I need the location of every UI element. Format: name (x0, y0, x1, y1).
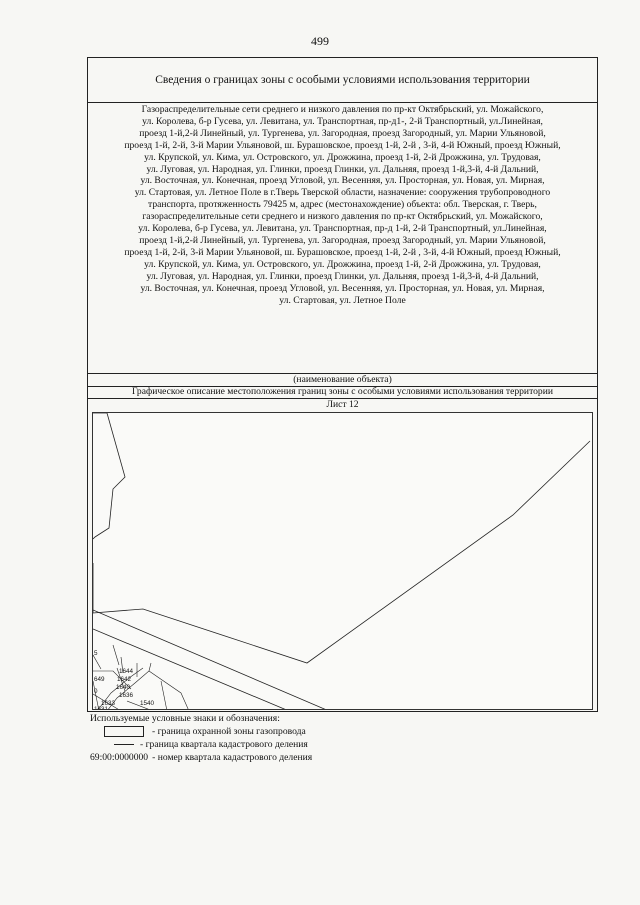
cadastral-quarter-boundary (93, 413, 125, 539)
parcel-label: 1633 (101, 700, 116, 707)
quarter-boundary-swatch (114, 744, 134, 745)
sheet-label: Лист 12 (326, 399, 359, 410)
parcel-label: 1540 (140, 700, 155, 707)
map-drawing (93, 413, 593, 710)
cadastral-map (92, 412, 593, 710)
parcel-label: 1631 (94, 706, 109, 711)
zone-boundary-swatch (104, 726, 144, 737)
section-title: Сведения о границах зоны с особыми условиями использования территории (88, 58, 597, 103)
parcel-label: 1642 (117, 676, 132, 683)
legend-item (90, 738, 490, 751)
legend-code: 69:00:0000000 (90, 751, 149, 763)
document-frame (87, 57, 598, 712)
parcel-labels (94, 650, 155, 710)
legend-item (90, 725, 490, 738)
zone-boundary-line (93, 441, 590, 663)
legend-text: - граница квартала кадастрового деления (140, 738, 308, 750)
parcel-label: 0 (94, 688, 98, 695)
legend-text: - номер квартала кадастрового деления (152, 751, 313, 763)
legend (90, 713, 490, 764)
object-name-caption: (наименование объекта) (88, 373, 597, 387)
graphic-description-caption: Графическое описание местоположения границ зоны с особыми условиями использования территории (88, 386, 597, 399)
parcel-label: 1640 (116, 684, 131, 691)
parcel-label: 5 (94, 650, 98, 657)
legend-item (90, 751, 490, 764)
page-number: 499 (311, 34, 329, 48)
parcel-label: 649 (94, 676, 105, 683)
legend-text: - граница охранной зоны газопровода (152, 725, 306, 737)
object-description: Газораспределительные сети среднего и низкого давления по пр-кт Октябрьский, ул. Можайского, ул. Королева, б-р Гусева, ул. Левитана, ул. Транспортная, пр-д1-, 2-й Транспортный, ул.Линейная, проезд 1-й,2-й Линейный, ул. Тургенева, ул. Загородная, проезд Загородный, ул. Марии Ульяновой, проезд 1-й, 2-й, 3-й Марии Ульяновой, ш. Бурашовское, проезд 1-й, 2-й , 3-й, 4-й Южный, проезд Южный, ул. Крупской, ул. Кима, ул. Островского, ул. Дрожжина, проезд 1-й, 2-й Дрожжина, ул. Трудовая, ул. Луговая, ул. Народная, ул. Глинки, проезд Глинки, ул. Дальняя, проезд 1-й,3-й, 4-й Дальний, ул. Восточная, ул. Конечная, проезд Угловой, ул. Весенняя, ул. Просторная, ул. Новая, ул. Мирная, ул. Стартовая, ул. Летное Поле в г.Тверь Тверской области, назначение: сооружения трубопроводного транспорта, протяженность 79425 м, адрес (местонахождение) объекта: обл. Тверская, г. Тверь, газораспределительные сети среднего и низкого давления по пр-кт Октябрьский, ул. Можайского, ул. Королева, б-р Гусева, ул. Левитана, ул. Транспортная, пр-д 1-й, 2-й Транспортный, ул.Линейная, проезд 1-й,2-й Линейный, ул. Тургенева, ул. Загородная, проезд Загородный, ул. Марии Ульяновой, проезд 1-й, 2-й, 3-й Марии Ульяновой, ш. Бурашовское, проезд 1-й, 2-й , 3-й, 4-й Южный, проезд Южный, ул. Крупской, ул. Кима, ул. Островского, ул. Дрожжина, проезд 1-й, 2-й Дрожжина, ул. Трудовая, ул. Луговая, ул. Народная, ул. Глинки, проезд Глинки, ул. Дальняя, проезд 1-й,3-й, 4-й Дальний, ул. Восточная, ул. Конечная, проезд Угловой, ул. Весенняя, ул. Просторная, ул. Новая, ул. Мирная, ул. Стартовая, ул. Летное Поле (124, 104, 561, 306)
legend-title: Используемые условные знаки и обозначения: (90, 713, 280, 724)
parcel-label: 1644 (119, 668, 134, 675)
parcel-label: 1636 (119, 692, 134, 699)
